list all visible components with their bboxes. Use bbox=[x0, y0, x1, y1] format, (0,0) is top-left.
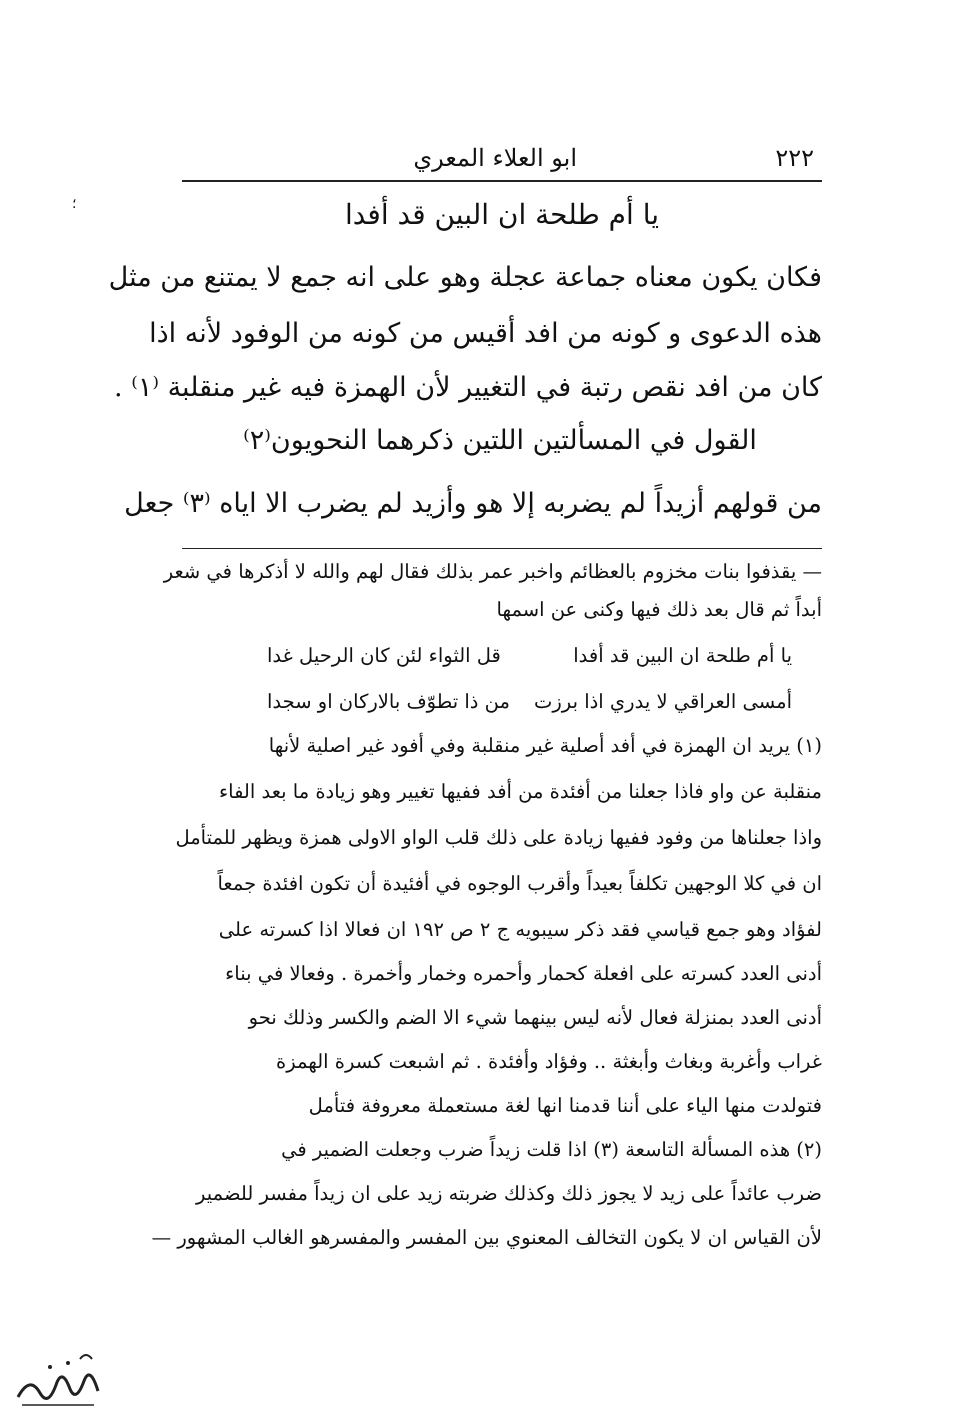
verse-title: يا أم طلحة ان البين قد أفدا bbox=[344, 198, 660, 231]
footnote-line: واذا جعلناها من وفود ففيها زيادة على ذلك قلب الواو الاولى همزة ويظهر للمتأمل bbox=[175, 826, 822, 849]
footnote-line: أدنى العدد بمنزلة فعال لأنه ليس بينهما شيء الا الضم والكسر وذلك نحو bbox=[248, 1006, 822, 1029]
footnote-line: أبداً ثم قال بعد ذلك فيها وكنى عن اسمها bbox=[496, 598, 822, 621]
main-text-line: هذه الدعوى و كونه من افد أقيس من كونه من الوفود لأنه اذا bbox=[149, 318, 822, 349]
footnote-line: فتولدت منها الياء على أننا قدمنا انها لغة مستعملة معروفة فتأمل bbox=[308, 1094, 822, 1117]
footnote-line: لفؤاد وهو جمع قياسي فقد ذكر سيبويه ج ٢ ص ١٩٢ ان فعالا اذا كسرته على bbox=[218, 918, 822, 941]
margin-mark: ؛ bbox=[72, 196, 77, 212]
footnote-line: (٢) هذه المسألة التاسعة (٣) اذا قلت زيداً ضرب وجعلت الضمير في bbox=[281, 1138, 822, 1161]
page-header bbox=[182, 140, 822, 182]
footnote-line: أدنى العدد كسرته على افعلة كحمار وأحمره وخمار وأخمرة . وفعالا في بناء bbox=[225, 962, 822, 985]
verse-hemistich-right: يا أم طلحة ان البين قد أفدا bbox=[573, 644, 792, 667]
page-number: ٢٢٢ bbox=[775, 144, 814, 172]
library-stamp-logo bbox=[10, 1345, 105, 1415]
footnote-separator bbox=[182, 548, 822, 549]
footnote-line: ضرب عائداً على زيد لا يجوز ذلك وكذلك ضربته زيد على ان زيداً مفسر للضمير bbox=[196, 1182, 822, 1205]
main-text-line: كان من افد نقص رتبة في التغيير لأن الهمزة فيه غير منقلبة ⁽١⁾ . bbox=[114, 372, 822, 403]
running-title: ابو العلاء المعري bbox=[413, 144, 577, 172]
main-text-line: من قولهم أزيداً لم يضربه إلا هو وأزيد لم يضرب الا اياه ⁽٣⁾ جعل bbox=[124, 488, 822, 519]
footnote-line: — يقذفوا بنات مخزوم بالعظائم واخبر عمر بذلك فقال لهم والله لا أذكرها في شعر bbox=[163, 560, 822, 583]
section-heading: القول في المسألتين اللتين ذكرهما النحويون⁽٢⁾ bbox=[243, 425, 757, 456]
footnote-line: غراب وأغربة وبغاث وأبغثة .. وفؤاد وأفئدة . ثم اشبعت كسرة الهمزة bbox=[276, 1050, 822, 1073]
main-text-line: فكان يكون معناه جماعة عجلة وهو على انه جمع لا يمتنع من مثل bbox=[108, 262, 822, 293]
footnote-line: (١) يريد ان الهمزة في أفد أصلية غير منقلبة وفي أفود غير اصلية لأنها bbox=[268, 734, 822, 757]
footnote-line: ان في كلا الوجهين تكلفاً بعيداً وأقرب الوجوه في أفئيدة أن تكون افئدة جمعاً bbox=[217, 872, 822, 895]
verse-hemistich-left: قل الثواء لئن كان الرحيل غدا bbox=[267, 644, 501, 667]
footnote-line: منقلبة عن واو فاذا جعلنا من أفئدة من أفد ففيها تغيير وهو زيادة ما بعد الفاء bbox=[218, 780, 822, 803]
verse-hemistich-left: من ذا تطوّف بالاركان او سجدا bbox=[267, 690, 510, 713]
footnote-line: لأن القياس ان لا يكون التخالف المعنوي بين المفسر والمفسرهو الغالب المشهور — bbox=[151, 1226, 822, 1249]
verse-hemistich-right: أمسى العراقي لا يدري اذا برزت bbox=[534, 690, 792, 713]
